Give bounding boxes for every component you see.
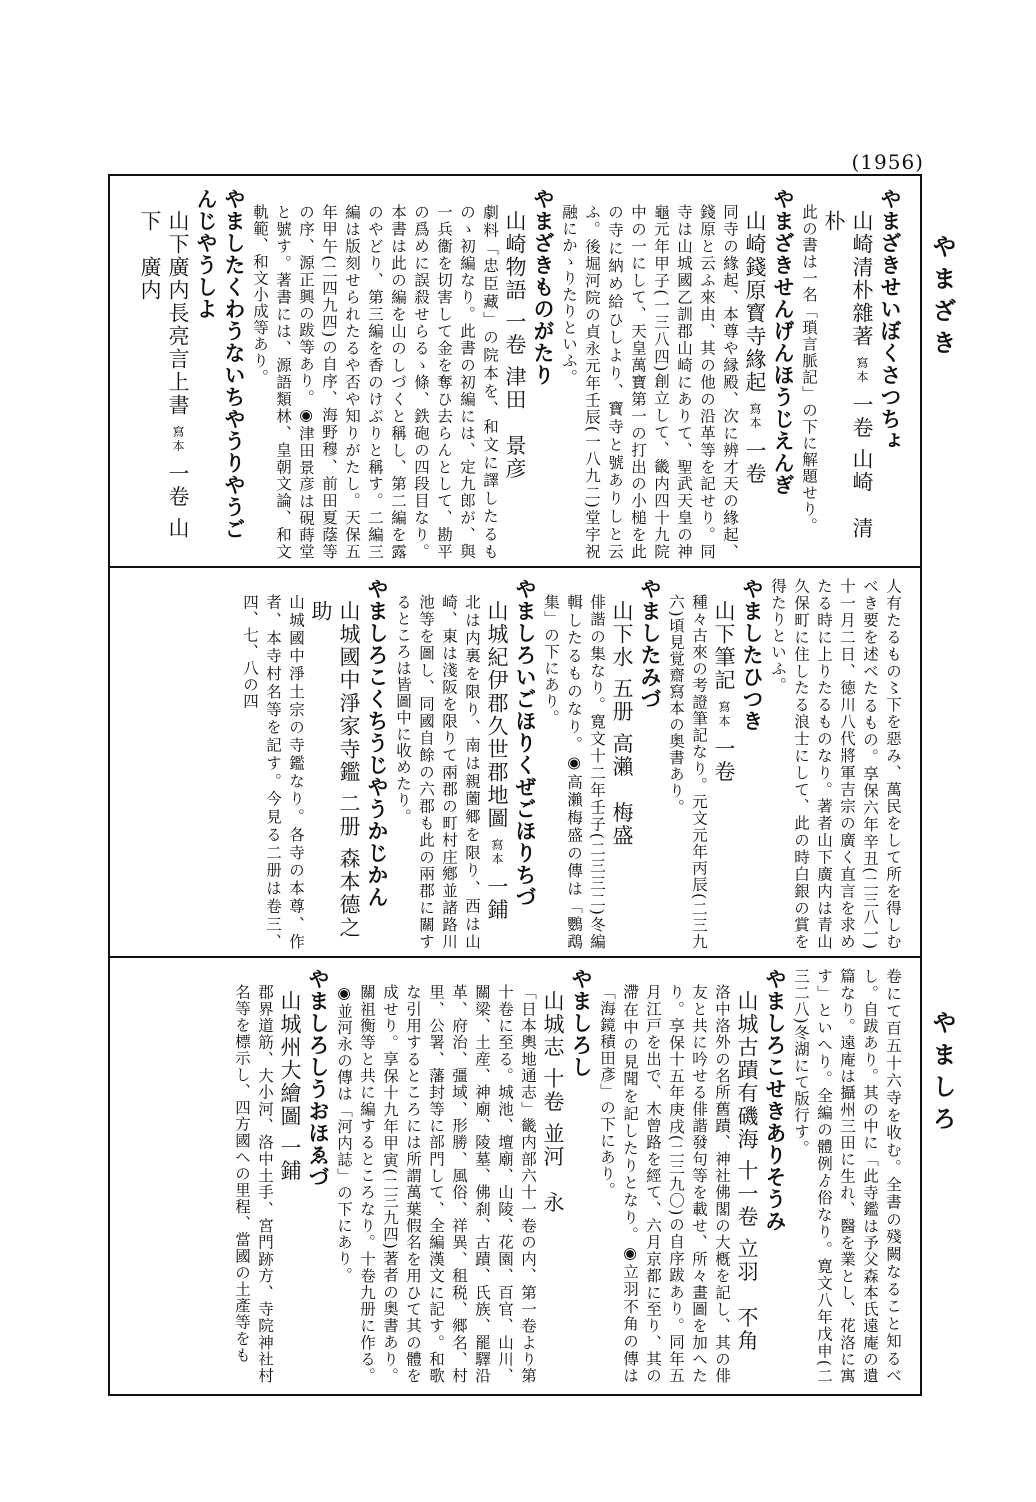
entry-kana: やまざきものがたり [531,188,556,386]
entry-author: 森本德之助 [309,600,361,940]
entry-author: 並河 永 [541,1122,565,1215]
entry-upper-2 [248,188,557,560]
entry-middle-1 [664,578,766,950]
band-divider-lower [108,956,922,958]
entry-kana: やまざきせいぼくさつちょ [878,188,903,452]
entry-volume: 五册 [610,677,634,724]
entry-title: 山崎錢原寳寺緣起 [743,210,767,394]
entry-title: 山城古蹟有磯海 [735,990,759,1151]
running-head-top: やまざき [928,234,957,362]
entry-title-line [539,968,567,1384]
entry-kana: やましたひつき [740,578,765,732]
entry-body: 山城國中淨土宗の寺鑑なり。各寺の本尊、作者、本寺村名等を記す。今見る二册は卷三、四、七、八の四 [241,594,305,950]
entry-lower-2 [332,968,595,1384]
page-number: (1956) [851,150,924,174]
entry-kana: やましたくわうないちやうりやうごんじやうしよ [194,188,247,540]
entry-format: 寫本 [855,356,869,385]
entry-title: 山下筆記 [712,600,736,692]
entry-format: 寫本 [171,425,185,454]
entry-body: 郡界道筋、大小河、洛中土手、宮門跡方、寺院神社村名等を標示し、四方國への里程、當國の土產等をも [233,984,274,1384]
entry-body: 人有たるもの〻下を惡み、萬民をして所を得しむべき要を述べたるもの。享保六年辛丑(二三八一)十一月二日、徳川八代將軍吉宗の廣く直言を求めたる時に上りたるものなり。著者山下廣内は青山久保町に住したる浪士にして、此の時白銀の賞を得たりといふ。 [769,578,902,950]
entry-volume: 一鋪 [485,875,509,922]
entry-title-line [307,578,363,950]
entry-lower-0 [789,968,904,1384]
entry-body: 劇料「忠臣藏」の院本を、和文に譯したるものゝ初編なり。此書の初編には、定九郎が、與一兵衞を切害して金を奪ひ去らんとして、勘平の爲めに誤殺せらるゝ條、鉄砲の四段目なり。本書は此の編を山のしづくと稱し、第二編を露のやどり、第三編を香のけぶりと稱す。二編三編は版刻せられたるや否や知りがたし。天保五年甲午(二四九四)の自序、海野穆、前田夏蔭等の序、源正興の跋等あり。◉津田景彦は硯蒔堂と號す。著書には、源語類林、皇朝文論、和文軌範、和文小成等あり。 [251,204,499,560]
entry-title: 山下水 [610,600,634,669]
entry-author: 立羽 不角 [735,1237,759,1353]
entry-body: 同寺の緣起、本尊や縁殿、次に辨才天の緣起、錢原と云ふ來由、其の他の沿革等を記せり。同寺は山城國乙訓郡山崎にありて、聖武天皇の神龜元年甲子(一三八四)創立して、畿内四十九院中の一にして、天皇萬寶第一の打出の小槌を此の寺に納め給ひしより、寶寺と號ありしと云ふ。後堀河院の貞永元年壬辰(一八九二)堂宇祝融にかゝりたりといふ。 [560,204,739,560]
entry-volume: 一卷 [503,310,527,357]
band-divider-upper [108,566,922,568]
entry-title: 山城紀伊郡久世郡地圖 [485,600,509,830]
entry-title-line [608,578,636,950]
entry-middle-2 [539,578,664,950]
entry-volume: 十卷 [541,1067,565,1114]
entry-volume: 一卷 [850,393,874,440]
entry-body: 洛中洛外の名所舊蹟、神社佛閣の大槪を記し、其の俳友と共に吟せる俳諧發句等を載せ、所々畫圖を加へたり。享保十五年庚戌(二三九〇)の自序跋あり。同年五月江戸を出で、木曾路を經て、六月京都に至り、其の滯在中の見聞を記したりとなり。◉立羽不角の傳は「海鏡積田彥」の下にあり。 [598,984,731,1384]
entry-body: 種々古來の考證筆記なり。元文元年丙辰(二三九六)頃見覚齋寫本の奥書あり。 [667,594,708,950]
entry-author: 山崎 清朴 [822,210,874,541]
entry-volume: 二册 [337,792,361,839]
entry-title: 山城國中淨家寺鑑 [337,600,361,784]
entry-lower-1 [595,968,789,1384]
entry-author: 津田 景彦 [503,365,527,481]
entry-body: 北は内裏を限り、南は親薗郷を限り、西は山崎、東は淺阪を限りて兩郡の町村庄鄕並諸路川池等を圖し、同國自餘の六郡も此の兩郡に關するところは皆圖中に收めたり。 [394,594,481,950]
upper-band [128,188,904,560]
entry-title-line [733,968,761,1384]
entry-kana: やましろこせきありそうみ [763,968,788,1232]
entry-format: 寫本 [748,402,762,431]
entry-title: 山城志 [541,990,565,1059]
entry-upper-1 [557,188,797,560]
entry-volume: 一卷 [166,462,190,509]
entry-middle-3 [391,578,539,950]
entry-kana: やましたみづ [638,578,663,710]
entry-kana: やましろこくちうじやうかじかん [365,578,390,908]
entry-title: 山崎清朴雜著 [850,210,874,348]
entry-volume: 十一卷 [735,1159,759,1229]
running-head-bottom: やましろ [928,1010,957,1138]
entry-upper-0 [797,188,904,560]
entry-format: 寫本 [490,838,504,867]
entry-middle-0 [766,578,904,950]
lower-band [128,968,904,1384]
entry-title-line [741,188,769,560]
entry-upper-3 [136,188,248,560]
entry-lower-3 [230,968,332,1384]
entry-kana: やましろいごほりくぜごほりちづ [513,578,538,908]
entry-kana: やまざきせんげんほうじえんぎ [771,188,796,496]
entry-title-line [136,188,192,560]
entry-volume: 一鋪 [278,1136,302,1183]
entry-title-line [276,968,304,1384]
entry-volume: 一卷 [743,439,767,486]
entry-middle-4 [238,578,391,950]
entry-format: 寫本 [717,700,731,729]
entry-title: 山城州大繪圖 [278,990,302,1128]
entry-title: 山崎物語 [503,210,527,302]
entry-body: 此の書は一名「瑣言脈記」の下に解題せり。 [800,204,818,534]
entry-title-line [710,578,738,950]
entry-title: 山下廣内長亮言上書 [166,210,190,417]
entry-body: 「日本輿地通志」畿内部六十一卷の内、第一卷より第十卷に至る。城池、壇廟、山陵、花園、百官、山川、關梁、土産、神廟、陵墓、佛刹、古蹟、氏族、罷驛沿革、府治、彊域、形勝、風俗、祥異、租税、郷名、村里、公署、藩封等に部門して、全編漢文に記す。和歌な引用するところには所謂萬葉假名を用ひて其の體を成せり。享保十九年甲寅(二三九四)著者の奥書あり。關祖衡等と共に編するところなり。十卷九册に作る。◉並河永の傳は「河内誌」の下にあり。 [335,984,537,1384]
entry-body: 俳諧の集なり。寛文十二年壬子(二三三二)冬編輯したるものなり。◉高瀨梅盛の傳は「鸚鵡集」の下にあり。 [542,594,606,950]
entry-title-line [820,188,876,560]
entry-volume: 一卷 [712,737,736,784]
entry-author: 高瀨 梅盛 [610,732,634,848]
entry-author: 山下 廣内 [138,210,190,541]
entry-kana: やましろし [569,968,594,1078]
entry-title-line [501,188,529,560]
entry-kana: やましろしうおほゑづ [306,968,331,1188]
entry-title-line [483,578,511,950]
entry-body: 卷にて百五十六寺を收む。全書の殘闕なること知るべし。自跋あり。其の中に「此寺鑑は予父森本氏遠庵の遺篇なり。遠庵は攝州三田に生れ、醫を業とし、花洛に寓す」といへり。全編の體例ゟ俗なり。寛文八年戊申(二三二八)冬湖にて版行す。 [792,968,902,1384]
middle-band [128,578,904,950]
